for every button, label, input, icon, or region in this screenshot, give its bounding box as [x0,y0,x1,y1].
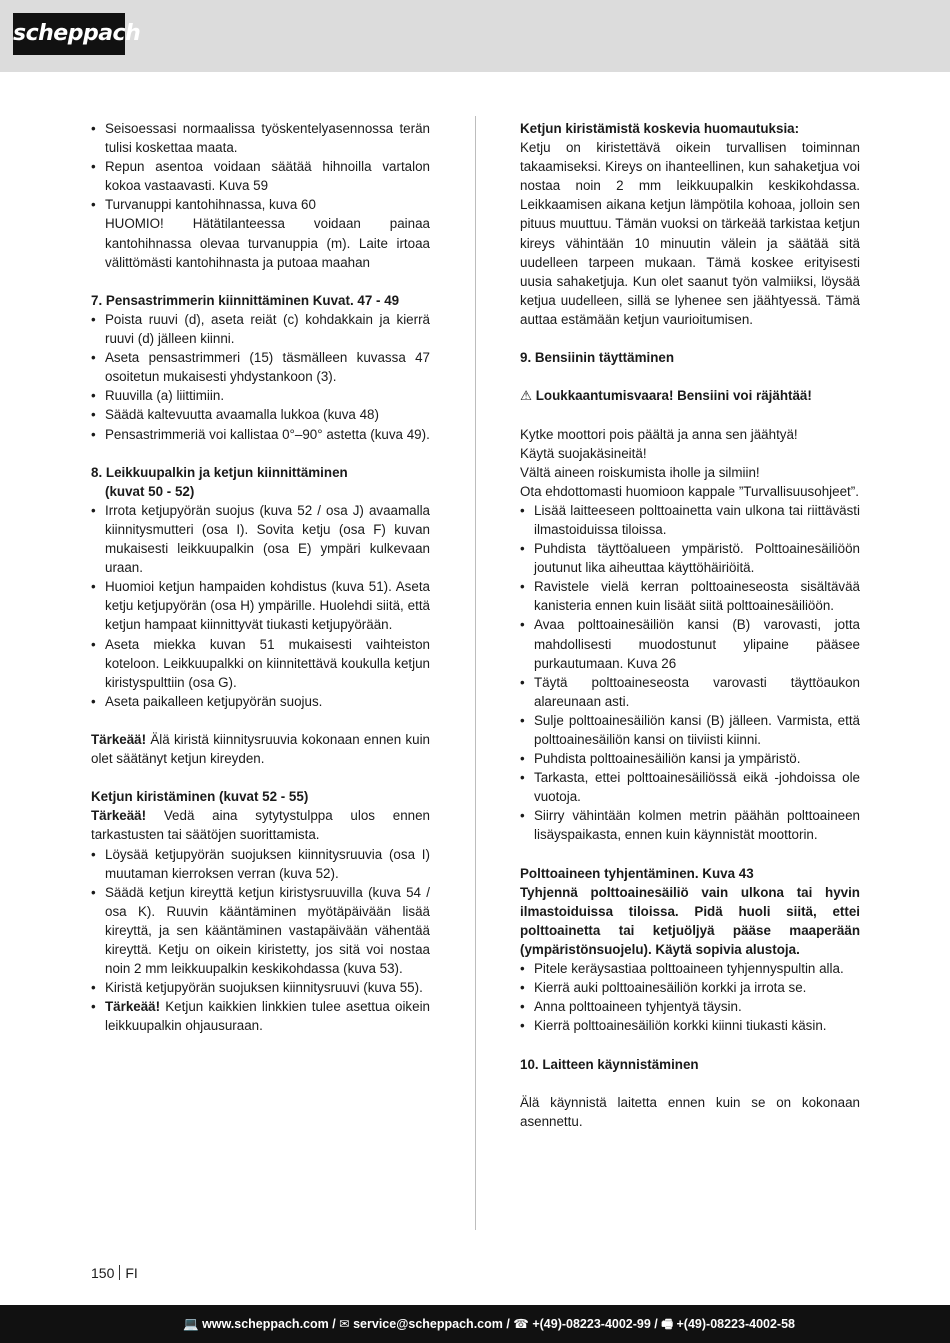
list-item: • Puhdista polttoainesäiliön kansi ja ympäristö. [520,749,860,768]
list-item: • Ruuvilla (a) liittimiin. [91,386,430,405]
column-divider [475,116,476,1230]
notes-title: Ketjun kiristämistä koskevia huomautuksia: [520,121,800,136]
section-8-list [91,501,430,711]
important-label: Tärkeää! [91,808,147,824]
section-8-subtitle: (kuvat 50 - 52) [105,483,195,499]
section-7-title: 7. Pensastrimmerin kiinnittäminen Kuvat. 47 - 49 [91,292,400,308]
left-column [91,119,430,1036]
notes-text: Ketju on kiristettävä oikein turvallisen toiminnan takaamiseksi. Kireys on ihanteellinen, kun sahaketjua voi nostaa noin 2 mm leikkuupalkin keskikohdassa. Leikkaamisen aikana ketjun lämpötila kohoaa, jolloin sen pituus muuttuu. Tämän vuoksi on tärkeää tarkistaa ketjun kireys vähintään 10 minuutin välein ja säätää sitä uudelleen tarpeen mukaan. Tämä koskee erityisesti uusia sahaketjuja. Kun olet saanut työn valmiiksi, löysää ketjua uudelleen, sillä se lyhenee sen jäähtyessä. Tämä auttaa estämään ketjun vaurioitumisen. [520,140,860,327]
brand-logo: scheppach [13,13,125,55]
fuel-line: Käytä suojakäsineitä! [520,445,647,461]
warning-text: Loukkaantumisvaara! Bensiini voi räjähtää! [532,388,812,404]
footer-bar [0,1305,950,1343]
list-item: • Aseta miekka kuvan 51 mukaisesti vaihteiston koteloon. Leikkuupalkki on kiinnitettävä koukulla ketjun kiristyspulttiin (osa G). [91,635,430,692]
page-number [91,1264,138,1283]
important-text: Älä kiristä kiinnitysruuvia kokonaan ennen kuin olet säätänyt ketjun kireyden. [91,732,430,767]
list-item: • Aseta pensastrimmeri (15) täsmälleen kuvassa 47 osoitetun mukaisesti yhdystankoon (3). [91,348,430,386]
fuel-line: Vältä aineen roiskumista iholle ja silmiin! [520,464,760,480]
important-note [91,730,430,768]
fuel-line: Ota ehdottomasti huomioon kappale ”Turvallisuusohjeet”. [520,483,859,499]
warning-icon: ⚠ [520,388,533,404]
section-10-title: 10. Laitteen käynnistäminen [520,1056,699,1072]
list-item: • Täytä polttoaineseosta varovasti täyttöaukon alareunaan asti. [520,673,860,711]
list-item: • Kierrä auki polttoainesäiliön korkki ja irrota se. [520,978,860,997]
fuel-line: Kytke moottori pois päältä ja anna sen jäähtyä! [520,426,798,442]
list-item: • Seisoessasi normaalissa työskentelyasennossa terän tulisi koskettaa maata. [91,119,430,157]
section-8-title: 8. Leikkuupalkin ja ketjun kiinnittäminen [91,464,348,480]
list-item: • Säädä ketjun kireyttä ketjun kiristysruuvilla (kuva 54 / osa K). Ruuvin kääntäminen myötäpäivään lisää kireyttä, ja sen kääntäminen vastapäivään vähentää kireyttä. Ketju on oikein kiristetty, jos sitä voi nostaa noin 2 mm leikkuupalkin keskikohdassa (kuva 53). [91,883,430,978]
list-item: • Ravistele vielä kerran polttoaineseosta sisältävää kanisteria ennen kuin lisäät siitä polttoainesäiliöön. [520,577,860,615]
page-language: FI [125,1265,138,1281]
section-10-text: Älä käynnistä laitetta ennen kuin se on kokonaan asennettu. [520,1094,860,1129]
drain-warning: Tyhjennä polttoainesäiliö vain ulkona tai hyvin ilmastoiduissa tiloissa. Pidä huoli siitä, ettei polttoainetta tai ketjuöljyä pääse maaperään (ympäristönsuojelu). Käytä sopivia alustoja. [520,884,860,958]
list-item [91,997,430,1035]
list-item: • Huomioi ketjun hampaiden kohdistus (kuva 51). Aseta ketju ketjupyörän (osa H) ympärille. Huolehdi siitä, että ketjun hampaat kiinnittyvät tiukasti ketjupyörään. [91,577,430,634]
important-label: Tärkeää! [91,732,147,747]
list-item: • Säädä kaltevuutta avaamalla lukkoa (kuva 48) [91,405,430,424]
list-item: • Kierrä polttoainesäiliön korkki kiinni tiukasti käsin. [520,1016,860,1035]
header-bar [0,0,950,72]
drain-list [520,959,860,1035]
list-item: • Tarkasta, ettei polttoainesäiliössä eikä -johdoissa ole vuotoja. [520,768,860,806]
important-text: Ketjun kaikkien linkkien tulee asettua oikein leikkuupalkin ohjausuraan. [105,999,430,1034]
drain-title: Polttoaineen tyhjentäminen. Kuva 43 [520,865,754,881]
important-label: Tärkeää! [105,999,161,1015]
list-item: • Avaa polttoainesäiliön kansi (B) varovasti, jotta mahdollisesti muodostunut ylipaine pääsee purkautumaan. Kuva 26 [520,615,860,672]
list-item: • Pensastrimmeriä voi kallistaa 0°–90° astetta (kuva 49). [91,425,430,444]
list-item: • Sulje polttoainesäiliön kansi (B) jälleen. Varmista, että polttoainesäiliön kansi on tiiviisti kiinni. [520,711,860,749]
page-number-separator [119,1265,120,1280]
footer-contact: 💻 www.scheppach.com / ✉ service@scheppach.com / ☎ +(49)-08223-4002-99 / 🖷 +(49)-08223-4002-58 [183,1317,795,1331]
important-text: Vedä aina sytytystulppa ulos ennen tarkastusten tai säätöjen suorittamista. [91,808,430,843]
page-number-value: 150 [91,1265,115,1281]
list-item: • Poista ruuvi (d), aseta reiät (c) kohdakkain ja kierrä ruuvi (d) jälleen kiinni. [91,310,430,348]
list-item: • Pitele keräysastiaa polttoaineen tyhjennyspultin alla. [520,959,860,978]
list-item: • Turvanuppi kantohihnassa, kuva 60 HUOMIO! Hätätilanteessa voidaan painaa kantohihnassa olevaa turvanuppia (m). Laite irtoaa välittömästi kantohihnasta ja putoaa maahan [91,195,430,271]
warning-line [520,386,860,405]
tension-important [91,806,430,844]
right-column [520,119,860,1131]
section-7-list [91,310,430,444]
section-9-title: 9. Bensiinin täyttäminen [520,350,675,366]
list-item: • Anna polttoaineen tyhjentyä täysin. [520,997,860,1016]
tension-title: Ketjun kiristäminen (kuvat 52 - 55) [91,789,309,805]
list-item: • Kiristä ketjupyörän suojuksen kiinnitysruuvi (kuva 55). [91,978,430,997]
list-item: • Irrota ketjupyörän suojus (kuva 52 / osa J) avaamalla kiinnitysmutteri (osa I). Sovita ketju (osa F) kuvan mukaisesti leikkuupalkin (osa E) ympäri kulkevaan uraan. [91,501,430,577]
list-item: • Puhdista täyttöalueen ympäristö. Polttoainesäiliöön joutunut lika aiheuttaa käyttöhäiriöitä. [520,539,860,577]
list-item: • Löysää ketjupyörän suojuksen kiinnitysruuvia (osa I) muutaman kierroksen verran (kuva 52). [91,845,430,883]
list-item: • Repun asentoa voidaan säätää hihnoilla vartalon kokoa vastaavasti. Kuva 59 [91,157,430,195]
tension-list [91,845,430,1036]
intro-list [91,119,430,272]
fuel-list [520,501,860,845]
list-item: • Siirry vähintään kolmen metrin päähän polttoaineen lisäyspaikasta, ennen kuin käynnistät moottorin. [520,806,860,844]
list-item: • Aseta paikalleen ketjupyörän suojus. [91,692,430,711]
list-item: • Lisää laitteeseen polttoainetta vain ulkona tai riittävästi ilmastoiduissa tiloissa. [520,501,860,539]
